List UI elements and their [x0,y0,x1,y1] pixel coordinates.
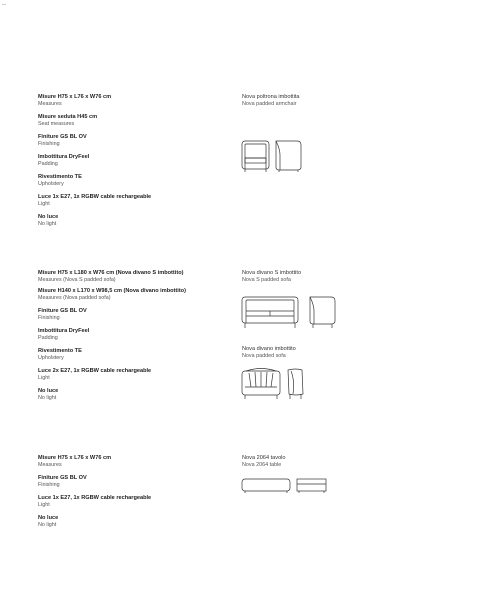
product-name-it: Nova divano imbottito [242,346,296,352]
product-name-it: Nova poltrona imbottita [242,94,300,100]
spec-label-it: Rivestimento TE [38,174,82,180]
specs-sofa [38,270,238,408]
spec-measures-sofa [38,288,238,302]
product-label-armchair [242,94,300,108]
product-name-it: Nova 2064 tavolo [242,455,286,461]
spec-label-en: No light [38,221,57,227]
spec-label-it: Finiture GS BL OV [38,308,87,314]
spec-label-en: No light [38,522,57,528]
spec-label-it: No luce [38,214,59,220]
spec-label-it: Imbottitura DryFeel [38,154,90,160]
spec-upholstery [38,174,238,188]
s-sofa-front-drawing [241,295,301,331]
product-label-table [242,455,286,469]
corner-mark [2,4,6,5]
spec-seat-measures [38,114,238,128]
product-name-en: Nova padded sofa [242,353,286,359]
specs-table [38,455,238,535]
spec-light [38,368,238,382]
spec-label-it: Misure H140 x L170 x W98,5 cm (Nova divano imbottito) [38,288,186,294]
sofa-side-drawing [286,367,306,401]
spec-label-en: Light [38,375,50,381]
spec-light [38,495,238,509]
spec-label-en: Finishing [38,141,60,147]
table-front-drawing [241,477,293,495]
spec-label-en: Measures (Nova S padded sofa) [38,277,116,283]
spec-label-en: Measures [38,462,62,468]
spec-light [38,194,238,208]
armchair-front-drawing [241,139,271,173]
spec-no-light [38,515,238,529]
spec-label-it: Imbottitura DryFeel [38,328,90,334]
spec-finishing [38,308,238,322]
spec-measures-s-sofa [38,270,238,284]
spec-label-it: No luce [38,515,59,521]
table-side-drawing [296,477,328,495]
specs-armchair [38,94,238,234]
spec-label-en: Seat measures [38,121,75,127]
product-name-en: Nova S padded sofa [242,277,291,283]
spec-label-en: Upholstery [38,355,64,361]
spec-label-en: Light [38,502,50,508]
spec-label-it: Luce 1x E27, 1x RGBW cable rechargeable [38,194,152,200]
spec-label-en: Padding [38,335,58,341]
spec-label-en: Finishing [38,315,60,321]
spec-no-light [38,388,238,402]
spec-label-en: Padding [38,161,58,167]
product-label-sofa [242,346,296,360]
spec-label-it: Luce 2x E27, 1x RGBW cable rechargeable [38,368,152,374]
spec-upholstery [38,348,238,362]
sofa-front-drawing [241,367,283,401]
spec-label-it: Finiture GS BL OV [38,134,87,140]
spec-label-en: Finishing [38,482,60,488]
spec-label-it: Misure H75 x L76 x W76 cm [38,94,112,100]
spec-measures [38,455,238,469]
armchair-side-drawing [273,139,303,173]
spec-label-en: Light [38,201,50,207]
spec-padding [38,154,238,168]
spec-label-en: Measures (Nova padded sofa) [38,295,111,301]
spec-finishing [38,475,238,489]
s-sofa-side-drawing [307,295,337,331]
spec-label-it: Misure H75 x L180 x W76 cm (Nova divano S imbottito) [38,270,184,276]
product-name-en: Nova 2064 table [242,462,282,468]
spec-label-it: Misure H75 x L76 x W76 cm [38,455,112,461]
spec-label-it: Finiture GS BL OV [38,475,87,481]
spec-label-it: Luce 1x E27, 1x RGBW cable rechargeable [38,495,152,501]
spec-label-en: Measures [38,101,62,107]
product-name-en: Nova padded armchair [242,101,297,107]
spec-padding [38,328,238,342]
spec-label-en: No light [38,395,57,401]
product-label-s-sofa [242,270,301,284]
spec-measures [38,94,238,108]
product-name-it: Nova divano S imbottito [242,270,302,276]
spec-label-it: Misure seduta H45 cm [38,114,98,120]
spec-finishing [38,134,238,148]
spec-no-light [38,214,238,228]
spec-label-it: Rivestimento TE [38,348,82,354]
spec-label-en: Upholstery [38,181,64,187]
spec-label-it: No luce [38,388,59,394]
